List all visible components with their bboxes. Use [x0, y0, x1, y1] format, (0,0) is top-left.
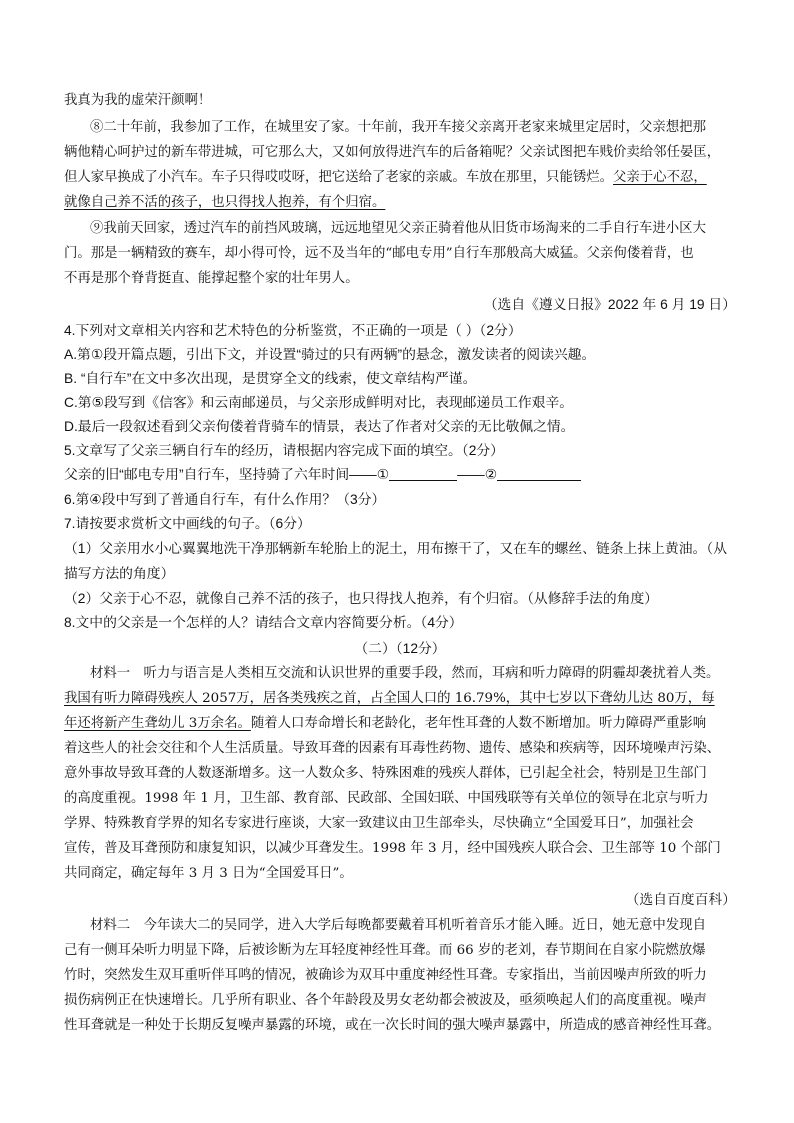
material-2-line-4: 损伤病例正在快速增长。几乎所有职业、各个年龄段及男女老幼都会被波及，亟须唤起人们的高度重视。噪声 — [64, 993, 707, 1008]
question-4-option-b: B. “自行车”在文中多次出现，是贯穿全文的线索，使文章结构严谨。 — [64, 371, 477, 386]
question-4: 4.下列对文章相关内容和艺术特色的分析鉴赏，不正确的一项是（ ）（2分） — [64, 323, 522, 338]
underlined-sentence: 父亲于心不忍， — [613, 170, 707, 185]
paragraph-8-line-4 — [64, 190, 736, 215]
section-heading: （二）（12分） — [354, 641, 446, 656]
material-1-line-8: 宣传，普及耳聋预防和康复知识，以减少耳聋发生。1998 年 3 月，经中国残疾人联合会、卫生部等 10 个部门 — [64, 841, 721, 856]
question-4-option-d: D.最后一段叙述看到父亲佝偻着背骑车的情景，表达了作者对父亲的无比敬佩之情。 — [64, 419, 575, 434]
material-2-line-2: 己有一侧耳朵听力明显下降，后被诊断为左耳轻度神经性耳聋。而 66 岁的老刘，春节期间在自家小院燃放爆 — [64, 943, 706, 958]
underlined-statistic-end: 每 — [701, 691, 715, 706]
passage-source: （选自《遵义日报》2022 年 6 月 19 日） — [483, 297, 736, 312]
paragraph-9-line-3: 不再是那个脊背挺直、能撑起整个家的壮年男人。 — [64, 271, 359, 286]
material-1-line-5: 意外事故导致耳聋的人数逐渐增多。这一人数众多、特殊困难的残疾人群体，已引起全社会，特别是卫生部门 — [64, 766, 707, 781]
material-1-line-4: 着这些人的社会交往和个人生活质量。导致耳聋的因素有耳毒性药物、遗传、感染和疾病等，因环境噪声污染、 — [64, 741, 721, 756]
material-1-source: （选自百度百科） — [625, 892, 736, 907]
fill-blank-2[interactable] — [497, 466, 581, 481]
material-2-line-5: 性耳聋就是一种处于长期反复噪声暴露的环境，或在一次长时间的强大噪声暴露中，所造成的感音神经性耳聋。 — [64, 1018, 721, 1033]
material-1-line-6: 的高度重视。1998 年 1 月，卫生部、教育部、民政部、全国妇联、中国残联等有关单位的领导在北京与听力 — [64, 791, 709, 806]
question-5: 5.文章写了父亲三辆自行车的经历，请根据内容完成下面的填空。（2分） — [64, 443, 504, 458]
material-1-line-7: 学界、特殊教育学界的知名专家进行座谈，大家一致建议由卫生部牵头，尽快确立“全国爱耳日”，加强社会 — [64, 816, 694, 831]
question-7-part-1: （1）父亲用水小心翼翼地洗干净那辆新车轮胎上的泥土，用布擦干了，又在车的螺丝、链条上抹上黄油。（从 — [64, 541, 728, 556]
question-8: 8.文中的父亲是一个怎样的人？请结合文章内容简要分析。（4分） — [64, 615, 463, 630]
paragraph-9-line-2: 门。那是一辆精致的赛车，却小得可怜，远不及当年的“邮电专用”自行车那般高大威猛。父亲佝偻着背，也 — [64, 246, 694, 261]
material-1-line-3 — [64, 711, 736, 736]
material-1-line-9: 共同商定，确定每年 3 月 3 日为“全国爱耳日”。 — [64, 866, 353, 881]
question-4-option-c: C.第⑤段写到《信客》和云南邮递员，与父亲形成鲜明对比，表现邮递员工作艰辛。 — [64, 395, 574, 410]
paragraph-8-text: 但人家早换成了小汽车。车子只得哎哎呀，把它送给了老家的亲戚。车放在那里，只能锈烂。 — [64, 170, 614, 185]
material-1-line-1: 材料一 听力与语言是人类相互交流和认识世界的重要手段，然而，耳病和听力障碍的阴霾却袭扰着人类。 — [90, 666, 720, 681]
question-5-fill-line — [64, 462, 736, 487]
material-1-line-2 — [64, 686, 736, 711]
question-7-part-2: （2）父亲于心不忍，就像自己养不活的孩子，也只得找人抱养，有个归宿。（从修辞手法的角度） — [64, 591, 659, 606]
question-7-part-1-cont: 描写方法的角度） — [64, 566, 175, 581]
question-4-option-a: A.第①段开篇点题，引出下文，并设置“骑过的只有两辆”的悬念，激发读者的阅读兴趣。 — [64, 347, 596, 362]
underlined-statistic: 我国有听力障碍残疾人 2057万，居各类残疾之首，占全国人口的 16.79%，其中七岁以下聋幼儿达 80万， — [64, 691, 702, 706]
question-7: 7.请按要求赏析文中画线的句子。（6分） — [64, 516, 311, 531]
fill-prefix: 父亲的旧“邮电专用”自行车，坚持骑了六年时间——① — [64, 467, 390, 482]
paragraph-8-line-3 — [64, 165, 736, 190]
material-2-line-3: 竹时，突然发生双耳重听伴耳鸣的情况，被确诊为双耳中重度神经性耳聋。专家指出，当前因噪声所致的听力 — [64, 968, 707, 983]
paragraph-9-line-1: ⑨我前天回家，透过汽车的前挡风玻璃，远远地望见父亲正骑着他从旧货市场淘来的二手自行车进小区大 — [90, 221, 706, 236]
question-6: 6.第④段中写到了普通自行车，有什么作用？（3分） — [64, 492, 386, 507]
passage-line: 我真为我的虚荣汗颜啊！ — [64, 93, 212, 108]
underlined-sentence-continued: 就像自己养不活的孩子，也只得找人抱养，有个归宿。 — [64, 195, 386, 210]
paragraph-8-line-2: 辆他精心呵护过的新车带进城，可它那么大，又如何放得进汽车的后备箱呢？父亲试图把车贱价卖给邻任晏匡， — [64, 145, 721, 160]
fill-blank-1[interactable] — [389, 466, 457, 481]
fill-middle: ——② — [457, 467, 498, 482]
paragraph-8-line-1: ⑧二十年前，我参加了工作，在城里安了家。十年前，我开车接父亲离开老家来城里定居时，父亲想把那 — [90, 120, 706, 135]
material-1-text: 随着人口寿命增长和老龄化，老年性耳聋的人数不断增加。听力障碍严重影响 — [250, 716, 707, 731]
underlined-statistic-cont: 年还将新产生聋幼儿 3万余名。 — [64, 716, 251, 731]
material-2-line-1: 材料二 今年读大二的吴同学，进入大学后每晚都要戴着耳机听着音乐才能入睡。近日，她无意中发现自 — [90, 918, 706, 933]
